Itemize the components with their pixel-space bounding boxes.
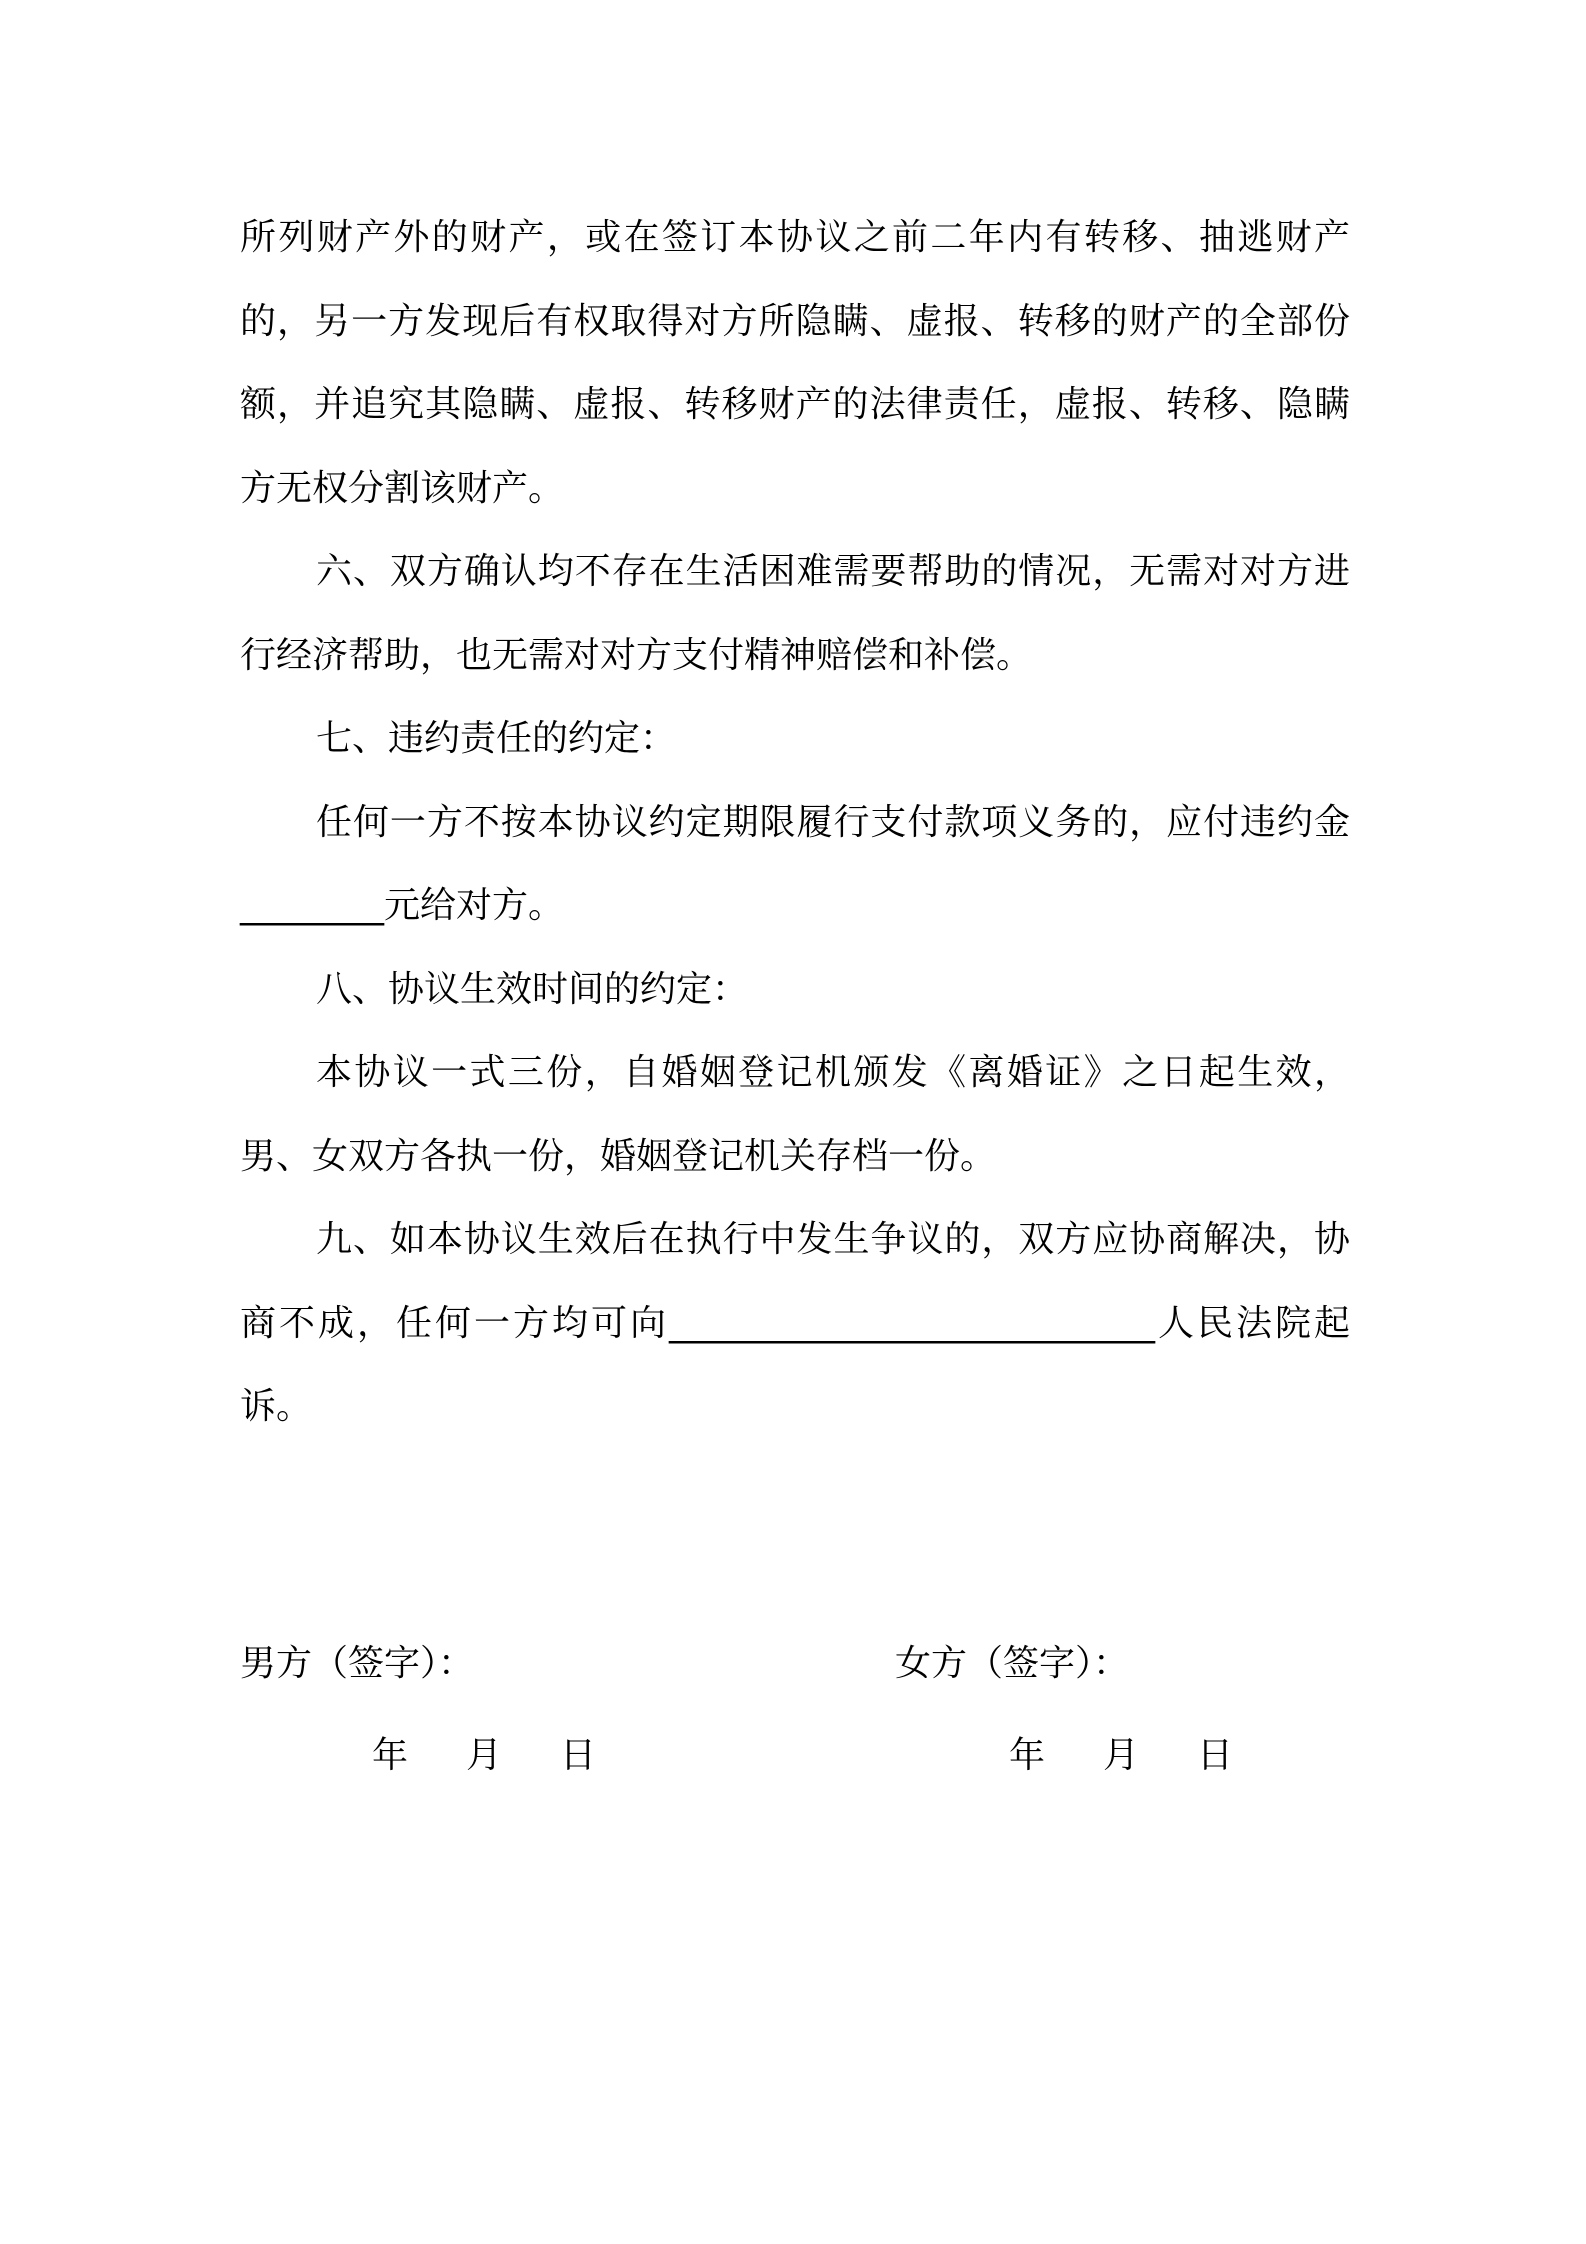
paragraph-clause-nine: 九、如本协议生效后在执行中发生争议的，双方应协商解决，协商不成，任何一方均可向___________________________人民法院起诉。 xyxy=(240,1219,1350,1427)
male-date-month: 月 xyxy=(466,1735,503,1776)
male-date-year: 年 xyxy=(372,1735,409,1776)
heading-clause-seven: 七、违约责任的约定： xyxy=(316,718,677,759)
paragraph-property-concealment: 所列财产外的财产，或在签订本协议之前二年内有转移、抽逃财产的，另一方发现后有权取得对方所隐瞒、虚报、转移的财产的全部份额，并追究其隐瞒、虚报、转移财产的法律责任，虚报、转移、隐瞒方无权分割该财产。 xyxy=(240,217,1350,509)
female-date-year: 年 xyxy=(1009,1735,1046,1776)
agreement-body xyxy=(240,196,1350,1449)
female-date-month: 月 xyxy=(1103,1735,1140,1776)
female-date-day: 日 xyxy=(1197,1735,1234,1776)
paragraph-clause-six: 六、双方确认均不存在生活困难需要帮助的情况，无需对对方进行经济帮助，也无需对对方支付精神赔偿和补偿。 xyxy=(240,551,1350,676)
male-date-day: 日 xyxy=(560,1735,597,1776)
heading-clause-eight: 八、协议生效时间的约定： xyxy=(316,968,749,1010)
female-signature-label: 女方（签字）： xyxy=(895,1643,1130,1684)
male-signature-label: 男方（签字）： xyxy=(240,1643,475,1684)
signature-block xyxy=(240,1640,1350,1840)
paragraph-effective-time: 本协议一式三份，自婚姻登记机颁发《离婚证》之日起生效，男、女双方各执一份，婚姻登记机关存档一份。 xyxy=(240,1052,1350,1177)
paragraph-breach-penalty: 任何一方不按本协议约定期限履行支付款项义务的，应付违约金________元给对方。 xyxy=(240,801,1350,926)
